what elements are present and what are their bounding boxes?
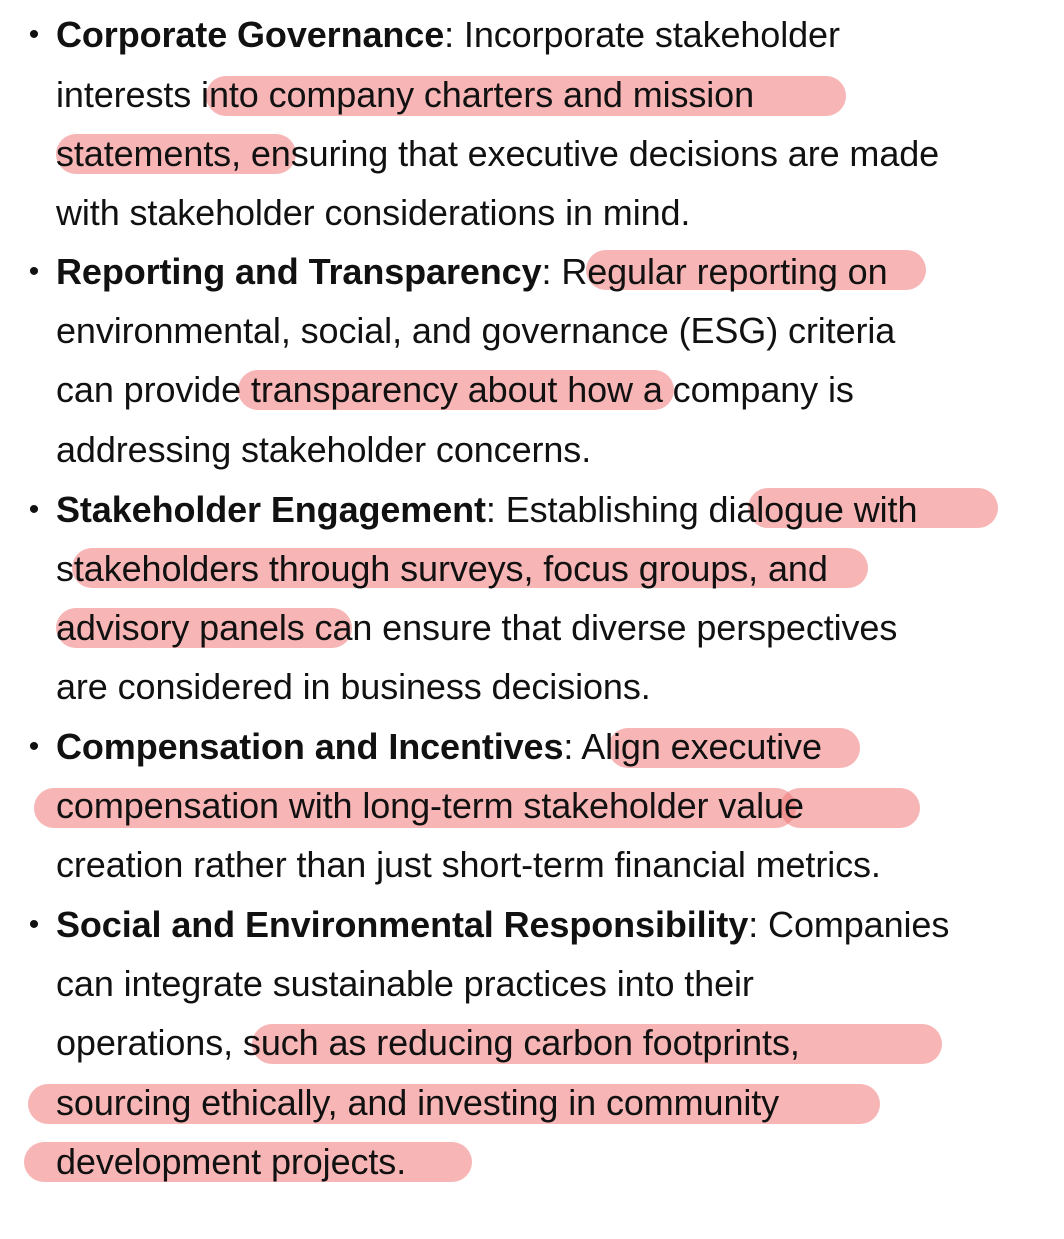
list-item-line <box>56 899 949 951</box>
list-item-line: can provide transparency about how a company is <box>56 369 854 410</box>
item-term: Reporting and Transparency <box>56 251 542 292</box>
list-item-line: creation rather than just short-term financial metrics. <box>56 844 881 885</box>
item-term: Compensation and Incentives <box>56 726 564 767</box>
list-item-line: are considered in business decisions. <box>56 666 651 707</box>
item-text: : Align executive <box>563 726 822 767</box>
list-item-line: operations, such as reducing carbon footprints, <box>56 1022 800 1063</box>
bullet-icon: • <box>28 255 40 288</box>
bullet-icon: • <box>28 730 40 763</box>
item-term: Social and Environmental Responsibility <box>56 904 749 945</box>
list-item-line: sourcing ethically, and investing in community <box>56 1082 780 1123</box>
item-text: : Regular reporting on <box>541 251 888 292</box>
list-item-line <box>56 721 822 773</box>
list-item-line <box>56 9 840 61</box>
list-item-line: development projects. <box>56 1141 407 1182</box>
list-item-line: stakeholders through surveys, focus groups, and <box>56 548 828 589</box>
list-item-line: advisory panels can ensure that diverse perspectives <box>56 607 898 648</box>
list-item-line: compensation with long-term stakeholder value <box>56 785 804 826</box>
bullet-icon: • <box>28 493 40 526</box>
list-item-line: can integrate sustainable practices into their <box>56 963 754 1004</box>
item-text: : Incorporate stakeholder <box>444 14 840 55</box>
list-item-line: interests into company charters and mission <box>56 74 755 115</box>
list-item-line: addressing stakeholder concerns. <box>56 429 592 470</box>
list-item-line: environmental, social, and governance (ESG) criteria <box>56 310 896 351</box>
bullet-icon: • <box>28 908 40 941</box>
list-item-line: statements, ensuring that executive decisions are made <box>56 133 940 174</box>
item-term: Stakeholder Engagement <box>56 489 486 530</box>
bullet-icon: • <box>28 18 40 51</box>
list-item-line <box>56 246 888 298</box>
list-item-line: with stakeholder considerations in mind. <box>56 192 691 233</box>
list-item-line <box>56 484 917 536</box>
item-term: Corporate Governance <box>56 14 445 55</box>
item-text: : Establishing dialogue with <box>485 489 918 530</box>
item-text: : Companies <box>748 904 950 945</box>
